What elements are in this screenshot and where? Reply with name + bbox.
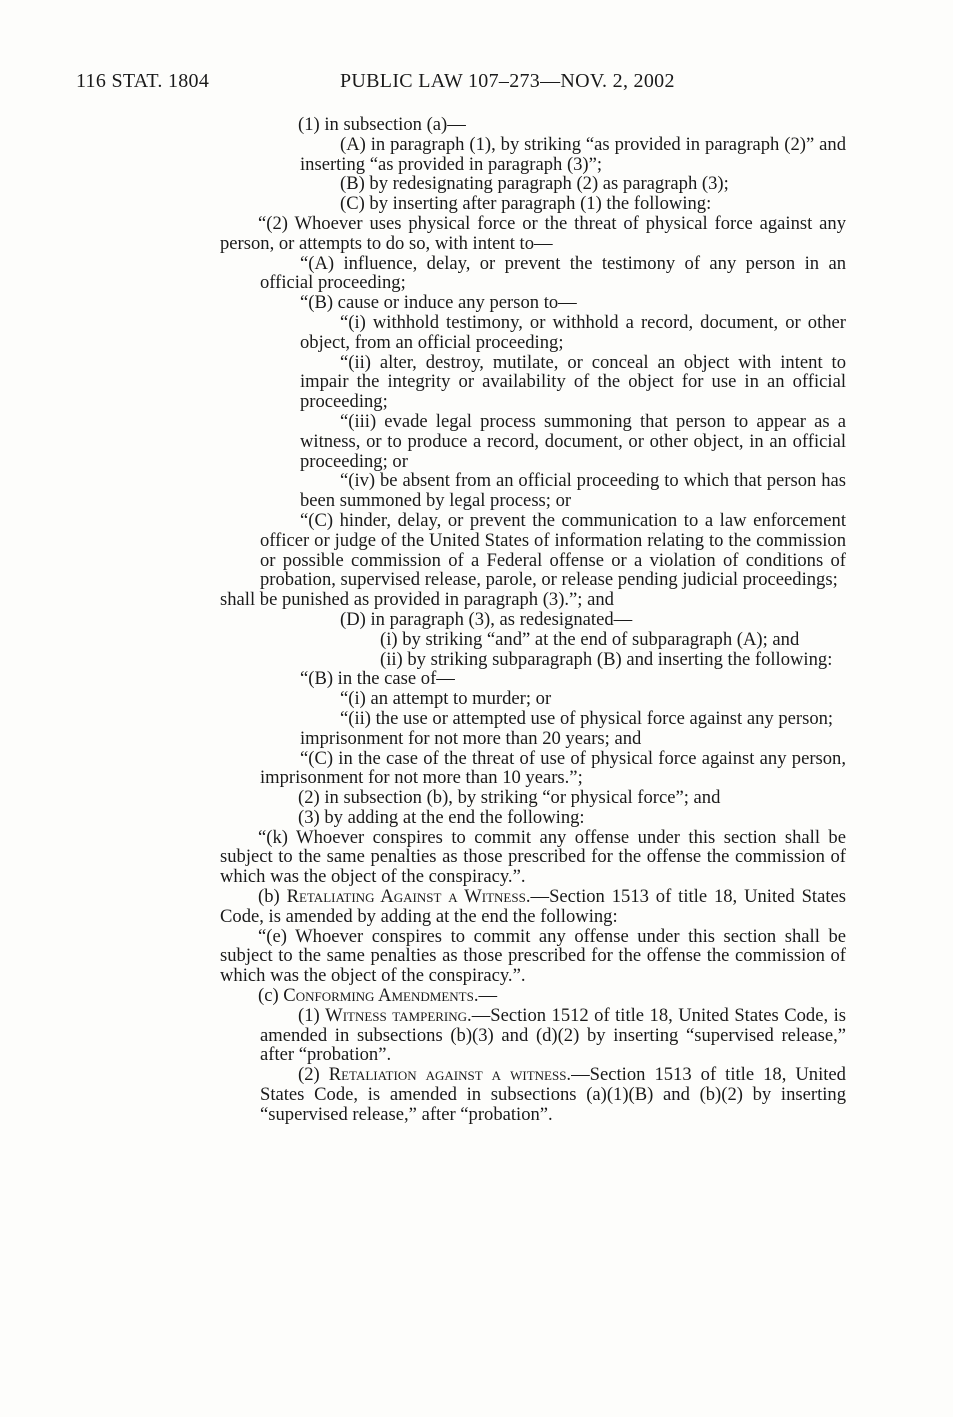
document-body: [220, 115, 846, 1125]
paragraph-lead: (b): [258, 886, 287, 908]
paragraph: [220, 471, 846, 511]
paragraph-text: (D) in paragraph (3), as redesignated—: [340, 608, 633, 630]
paragraph-text: (3) by adding at the end the following:: [298, 806, 585, 828]
paragraph: [220, 174, 846, 194]
paragraph-text: imprisonment for not more than 20 years; and: [300, 727, 642, 749]
paragraph: [220, 254, 846, 294]
paragraph: [220, 828, 846, 887]
section-heading: Witness tampering.: [325, 1004, 472, 1026]
paragraph-text: (C) by inserting after paragraph (1) the following:: [340, 193, 712, 215]
paragraph: [220, 630, 846, 650]
statute-page-number: 116 STAT. 1804: [76, 70, 210, 92]
paragraph-text: shall be punished as provided in paragraph (3).”; and: [220, 589, 614, 611]
paragraph-text: (1) in subsection (a)—: [298, 114, 466, 135]
paragraph-text: “(A) influence, delay, or prevent the testimony of any person in an official proceeding;: [260, 252, 846, 294]
paragraph: [220, 1006, 846, 1065]
paragraph: [220, 194, 846, 214]
section-heading: Retaliation against a witness.: [328, 1064, 572, 1086]
paragraph-text: “(C) hinder, delay, or prevent the communication to a law enforcement officer or judge of the United States of information relating to the commission or possible commission of a Federal offense or a violation of conditions of probation, supervised release, parole, or release pending judicial proceedings;: [260, 509, 846, 591]
paragraph-text: —Section 1513 of title 18, United States Code, is amended by adding at the end the following:: [220, 886, 846, 927]
paragraph-text: (i) by striking “and” at the end of subparagraph (A); and: [380, 628, 800, 650]
paragraph-text: “(B) cause or induce any person to—: [300, 292, 577, 314]
paragraph-text: “(ii) alter, destroy, mutilate, or conceal an object with intent to impair the integrity or availability of the object for use in an official proceeding;: [300, 351, 846, 413]
paragraph-text: “(iii) evade legal process summoning that person to appear as a witness, or to produce a record, document, or other object, in an official proceeding; or: [300, 410, 846, 472]
paragraph: [220, 689, 846, 709]
paragraph-text: “(i) withhold testimony, or withhold a record, document, or other object, from an official proceeding;: [300, 311, 846, 353]
public-law-title: PUBLIC LAW 107–273—NOV. 2, 2002: [340, 70, 675, 92]
paragraph-text: “(C) in the case of the threat of use of physical force against any person, imprisonment for not more than 10 years.”;: [260, 747, 846, 789]
paragraph-text: (B) by redesignating paragraph (2) as paragraph (3);: [340, 173, 729, 195]
section-heading: Retaliating Against a Witness.: [286, 886, 531, 908]
paragraph-text: (ii) by striking subparagraph (B) and inserting the following:: [380, 648, 833, 670]
paragraph-text: “(B) in the case of—: [300, 668, 455, 690]
paragraph: [220, 788, 846, 808]
paragraph-text: “(iv) be absent from an official proceeding to which that person has been summoned by legal process; or: [300, 470, 846, 512]
paragraph: [220, 590, 846, 610]
paragraph: [220, 808, 846, 828]
paragraph: [220, 986, 846, 1006]
paragraph-text: —: [478, 985, 498, 1007]
paragraph: [220, 115, 846, 135]
paragraph: [220, 927, 846, 986]
paragraph: [220, 610, 846, 630]
paragraph: [220, 887, 846, 927]
paragraph-lead: (c): [258, 985, 284, 1007]
paragraph: [220, 353, 846, 412]
paragraph: [220, 1065, 846, 1124]
paragraph-text: “(2) Whoever uses physical force or the threat of physical force against any person, or attempts to do so, with intent to—: [220, 212, 846, 254]
paragraph: [220, 214, 846, 254]
paragraph: [220, 313, 846, 353]
paragraph-text: “(i) an attempt to murder; or: [340, 688, 552, 710]
paragraph: [220, 511, 846, 590]
paragraph-text: (2) in subsection (b), by striking “or physical force”; and: [298, 787, 721, 809]
paragraph: [220, 669, 846, 689]
paragraph-text: “(e) Whoever conspires to commit any offense under this section shall be subject to the same penalties as those prescribed for the offense the commission of which was the object of the conspiracy.”.: [220, 925, 846, 987]
paragraph: [220, 412, 846, 471]
paragraph-text: “(k) Whoever conspires to commit any offense under this section shall be subject to the same penalties as those prescribed for the offense the commission of which was the object of the conspiracy.”.: [220, 826, 846, 888]
paragraph: [220, 135, 846, 175]
paragraph-text: “(ii) the use or attempted use of physical force against any person;: [340, 707, 834, 729]
paragraph-lead: (1): [298, 1004, 326, 1026]
paragraph-text: —Section 1513 of title 18, United States Code, is amended in subsections (a)(1)(B) and (b)(2) by inserting “supervised release,” after “probation”.: [260, 1064, 846, 1125]
paragraph: [220, 293, 846, 313]
paragraph-text: —Section 1512 of title 18, United States Code, is amended in subsections (b)(3) and (d)(2) by inserting “supervised release,” after “probation”.: [260, 1004, 846, 1066]
section-heading: Conforming Amendments.: [283, 985, 479, 1007]
paragraph-text: (A) in paragraph (1), by striking “as provided in paragraph (2)” and inserting “as provided in paragraph (3)”;: [300, 133, 846, 175]
paragraph: [220, 709, 846, 729]
paragraph: [220, 650, 846, 670]
paragraph: [220, 749, 846, 789]
paragraph: [220, 729, 846, 749]
paragraph-lead: (2): [298, 1064, 329, 1086]
